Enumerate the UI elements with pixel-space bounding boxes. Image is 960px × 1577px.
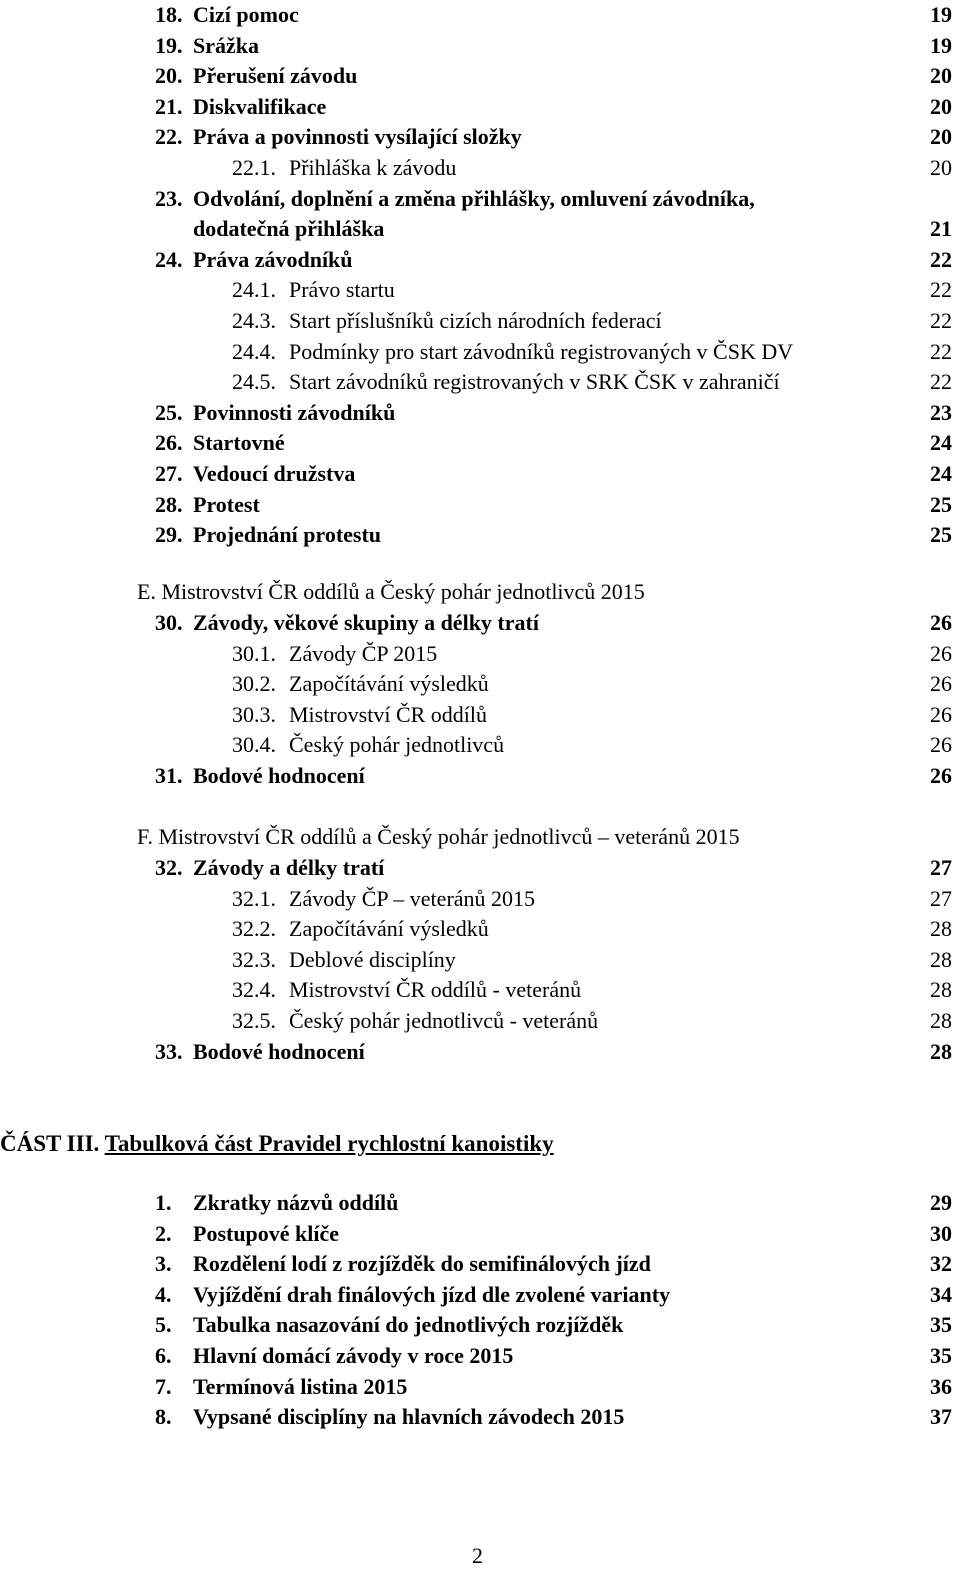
toc-entry-number: 30.4. xyxy=(232,732,276,758)
toc-entry xyxy=(0,61,960,91)
toc-entry-number: 30. xyxy=(155,610,183,635)
toc-entry-number: 24.4. xyxy=(232,338,276,364)
toc-entry-number: 21. xyxy=(155,93,183,119)
toc-entry-number: 22.1. xyxy=(232,155,276,180)
toc-entry-title: Mistrovství ČR oddílů - veteránů xyxy=(289,977,582,1003)
part3-heading xyxy=(0,1127,554,1161)
toc-entry-title: Odvolání, doplnění a změna přihlášky, omluvení závodníka, xyxy=(193,185,755,211)
toc-entry-number: 28. xyxy=(155,491,183,517)
toc-entry-title: Bodové hodnocení xyxy=(193,763,365,788)
toc-entry-page: 22 xyxy=(930,338,952,364)
toc-entry-number: 32.5. xyxy=(232,1008,276,1033)
toc-entry-number: 22. xyxy=(155,124,183,150)
toc-entry-page: 20 xyxy=(930,155,952,180)
toc-entry-title: Postupové klíče xyxy=(193,1220,340,1246)
toc-entry xyxy=(0,884,960,914)
toc-entry-title: Start závodníků registrovaných v SRK ČSK v zahraničí xyxy=(289,369,780,395)
toc-entry-number: 32.1. xyxy=(232,885,276,911)
toc-entry xyxy=(0,275,960,305)
toc-entry xyxy=(0,700,960,730)
toc-entry-title: Závody, věkové skupiny a délky tratí xyxy=(193,610,539,635)
toc-entry-page: 22 xyxy=(930,308,952,333)
toc-entry-page: 26 xyxy=(930,701,952,727)
toc-entry xyxy=(0,1249,960,1279)
toc-entry xyxy=(0,1280,960,1310)
toc-entry-number: 33. xyxy=(155,1038,183,1064)
toc-entry-page: 23 xyxy=(930,399,952,425)
toc-entry-title: Závody a délky tratí xyxy=(193,855,385,880)
toc-entry-page: 25 xyxy=(930,522,952,548)
toc-entry-page: 21 xyxy=(930,216,952,242)
toc-entry xyxy=(0,92,960,122)
toc-entry-title: Diskvalifikace xyxy=(193,93,327,119)
toc-entry-title: Srážka xyxy=(193,32,259,58)
toc-entry xyxy=(0,1188,960,1218)
toc-entry-title: Startovné xyxy=(193,430,285,456)
toc-entry xyxy=(0,853,960,883)
toc-entry-title: Vyjíždění drah finálových jízd dle zvolené varianty xyxy=(193,1281,671,1307)
toc-entry-number: 32.2. xyxy=(232,916,276,942)
toc-entry-page: 20 xyxy=(930,93,952,119)
toc-entry xyxy=(0,1219,960,1249)
toc-entry-number: 29. xyxy=(155,522,183,548)
toc-entry-title: Bodové hodnocení xyxy=(193,1038,365,1064)
toc-entry-title: Přerušení závodu xyxy=(193,63,358,89)
toc-entry xyxy=(0,1006,960,1036)
toc-entry-title: Hlavní domácí závody v roce 2015 xyxy=(193,1343,514,1368)
toc-entry-number: 6. xyxy=(155,1343,172,1368)
part3-prefix: ČÁST III. xyxy=(0,1131,100,1156)
toc-entry-page: 22 xyxy=(930,246,952,272)
toc-entry-number: 25. xyxy=(155,399,183,425)
toc-entry xyxy=(0,1372,960,1402)
toc-entry-page: 28 xyxy=(930,1008,952,1033)
toc-entry-title: Závody ČP – veteránů 2015 xyxy=(289,885,536,911)
toc-entry-page: 19 xyxy=(930,32,952,58)
toc-entry xyxy=(0,639,960,669)
toc-entry-number: 32.4. xyxy=(232,977,276,1003)
toc-entry-page: 34 xyxy=(930,1281,952,1307)
toc-entry-number: 8. xyxy=(155,1404,172,1430)
toc-entry-page: 26 xyxy=(930,732,952,758)
toc-entry-page: 35 xyxy=(930,1312,952,1338)
toc-entry-title: Podmínky pro start závodníků registrovaných v ČSK DV xyxy=(289,338,794,364)
toc-entry-title: Start příslušníků cizích národních federací xyxy=(289,308,662,333)
toc-entry-page: 28 xyxy=(930,916,952,942)
toc-entry xyxy=(0,520,960,550)
toc-entry-number: 18. xyxy=(155,2,183,27)
toc-entry-page: 37 xyxy=(930,1404,952,1430)
toc-entry-page: 27 xyxy=(930,885,952,911)
toc-entry-number: 4. xyxy=(155,1281,172,1307)
toc-entry-page: 26 xyxy=(930,610,952,635)
toc-entry xyxy=(0,1037,960,1067)
toc-entry xyxy=(0,153,960,183)
toc-entry-page: 22 xyxy=(930,369,952,395)
toc-entry xyxy=(0,914,960,944)
toc-entry-page: 36 xyxy=(930,1373,952,1399)
toc-entry-number: 24.1. xyxy=(232,277,276,303)
toc-entry-number: 2. xyxy=(155,1220,172,1246)
toc-entry-page: 28 xyxy=(930,946,952,972)
toc-entry-page: 28 xyxy=(930,1038,952,1064)
toc-entry-number: 24. xyxy=(155,246,183,272)
toc-entry-page: 26 xyxy=(930,640,952,666)
toc-entry xyxy=(0,428,960,458)
toc-entry-number: 26. xyxy=(155,430,183,456)
toc-entry xyxy=(0,306,960,336)
toc-entry xyxy=(0,945,960,975)
toc-entry-page: 28 xyxy=(930,977,952,1003)
toc-entry-title: Český pohár jednotlivců - veteránů xyxy=(289,1008,599,1033)
toc-entry-number: 19. xyxy=(155,32,183,58)
toc-entry-number: 30.3. xyxy=(232,701,276,727)
toc-entry-number: 32.3. xyxy=(232,946,276,972)
toc-entry-title: Deblové disciplíny xyxy=(289,946,456,972)
toc-entry-number: 27. xyxy=(155,461,183,486)
toc-entry-page: 24 xyxy=(930,461,952,486)
toc-entry-title: Vypsané disciplíny na hlavních závodech 2015 xyxy=(193,1404,625,1430)
toc-entry xyxy=(0,1310,960,1340)
toc-entry-title: Přihláška k závodu xyxy=(289,155,457,180)
toc-entry-page: 20 xyxy=(930,124,952,150)
toc-entry-title: Termínová listina 2015 xyxy=(193,1373,408,1399)
toc-entry xyxy=(0,608,960,638)
toc-entry-number: 20. xyxy=(155,63,183,89)
toc-entry-number: 30.1. xyxy=(232,640,276,666)
toc-entry xyxy=(0,1341,960,1371)
toc-entry-title: Projednání protestu xyxy=(193,522,382,548)
toc-entry-page: 27 xyxy=(930,855,952,880)
toc-entry xyxy=(0,398,960,428)
toc-entry-title: Povinnosti závodníků xyxy=(193,399,396,425)
toc-entry-page: 35 xyxy=(930,1343,952,1368)
toc-entry-title: Mistrovství ČR oddílů xyxy=(289,701,488,727)
section-e-title: E. Mistrovství ČR oddílů a Český pohár jednotlivců 2015 xyxy=(137,579,645,604)
toc-entry-page: 26 xyxy=(930,763,952,788)
toc-entry-title: Započítávání výsledků xyxy=(289,671,489,697)
toc-entry-title: dodatečná přihláška xyxy=(193,216,385,242)
toc-entry xyxy=(0,1402,960,1432)
toc-entry-page: 20 xyxy=(930,63,952,89)
toc-entry-title: Český pohár jednotlivců xyxy=(289,732,505,758)
toc-entry-number: 1. xyxy=(155,1190,172,1215)
toc-entry-title: Závody ČP 2015 xyxy=(289,640,438,666)
toc-entry-title: Práva a povinnosti vysílající složky xyxy=(193,124,522,150)
toc-entry-page: 32 xyxy=(930,1251,952,1277)
toc-entry-title: Tabulka nasazování do jednotlivých rozjížděk xyxy=(193,1312,624,1338)
toc-entry-page: 22 xyxy=(930,277,952,303)
toc-entry xyxy=(0,975,960,1005)
toc-entry-number: 3. xyxy=(155,1251,172,1277)
toc-entry-title: Vedoucí družstva xyxy=(193,461,356,486)
toc-entry-title: Práva závodníků xyxy=(193,246,353,272)
toc-entry-number: 5. xyxy=(155,1312,172,1338)
toc-entry xyxy=(0,337,960,367)
toc-entry-number: 24.3. xyxy=(232,308,276,333)
toc-entry-page: 29 xyxy=(930,1190,952,1215)
toc-entry-number: 7. xyxy=(155,1373,172,1399)
toc-entry xyxy=(0,761,960,791)
toc-entry xyxy=(0,730,960,760)
toc-entry xyxy=(0,184,960,214)
toc-entry-page: 25 xyxy=(930,491,952,517)
toc-entry xyxy=(0,245,960,275)
toc-entry xyxy=(0,0,960,30)
toc-entry-number: 30.2. xyxy=(232,671,276,697)
toc-entry xyxy=(0,490,960,520)
toc-entry-title: Zkratky názvů oddílů xyxy=(193,1190,399,1215)
toc-entry xyxy=(0,367,960,397)
toc-entry-page: 26 xyxy=(930,671,952,697)
toc-entry xyxy=(0,214,960,244)
toc-entry-page: 19 xyxy=(930,2,952,27)
toc-entry-number: 31. xyxy=(155,763,183,788)
toc-entry xyxy=(0,31,960,61)
toc-entry-title: Právo startu xyxy=(289,277,395,303)
toc-entry xyxy=(0,669,960,699)
section-f-title: F. Mistrovství ČR oddílů a Český pohár jednotlivců – veteránů 2015 xyxy=(137,824,740,849)
toc-entry xyxy=(0,122,960,152)
toc-entry-title: Rozdělení lodí z rozjížděk do semifinálových jízd xyxy=(193,1251,651,1277)
toc-entry-title: Započítávání výsledků xyxy=(289,916,489,942)
toc-entry-number: 23. xyxy=(155,185,183,211)
toc-entry-number: 32. xyxy=(155,855,183,880)
toc-entry-title: Cizí pomoc xyxy=(193,2,299,27)
toc-entry xyxy=(0,459,960,489)
part3-title: Tabulková část Pravidel rychlostní kanoistiky xyxy=(104,1131,554,1156)
page-number: 2 xyxy=(472,1543,483,1568)
toc-entry-page: 30 xyxy=(930,1220,952,1246)
toc-entry-number: 24.5. xyxy=(232,369,276,395)
toc-entry-page: 24 xyxy=(930,430,952,456)
toc-entry-title: Protest xyxy=(193,491,260,517)
